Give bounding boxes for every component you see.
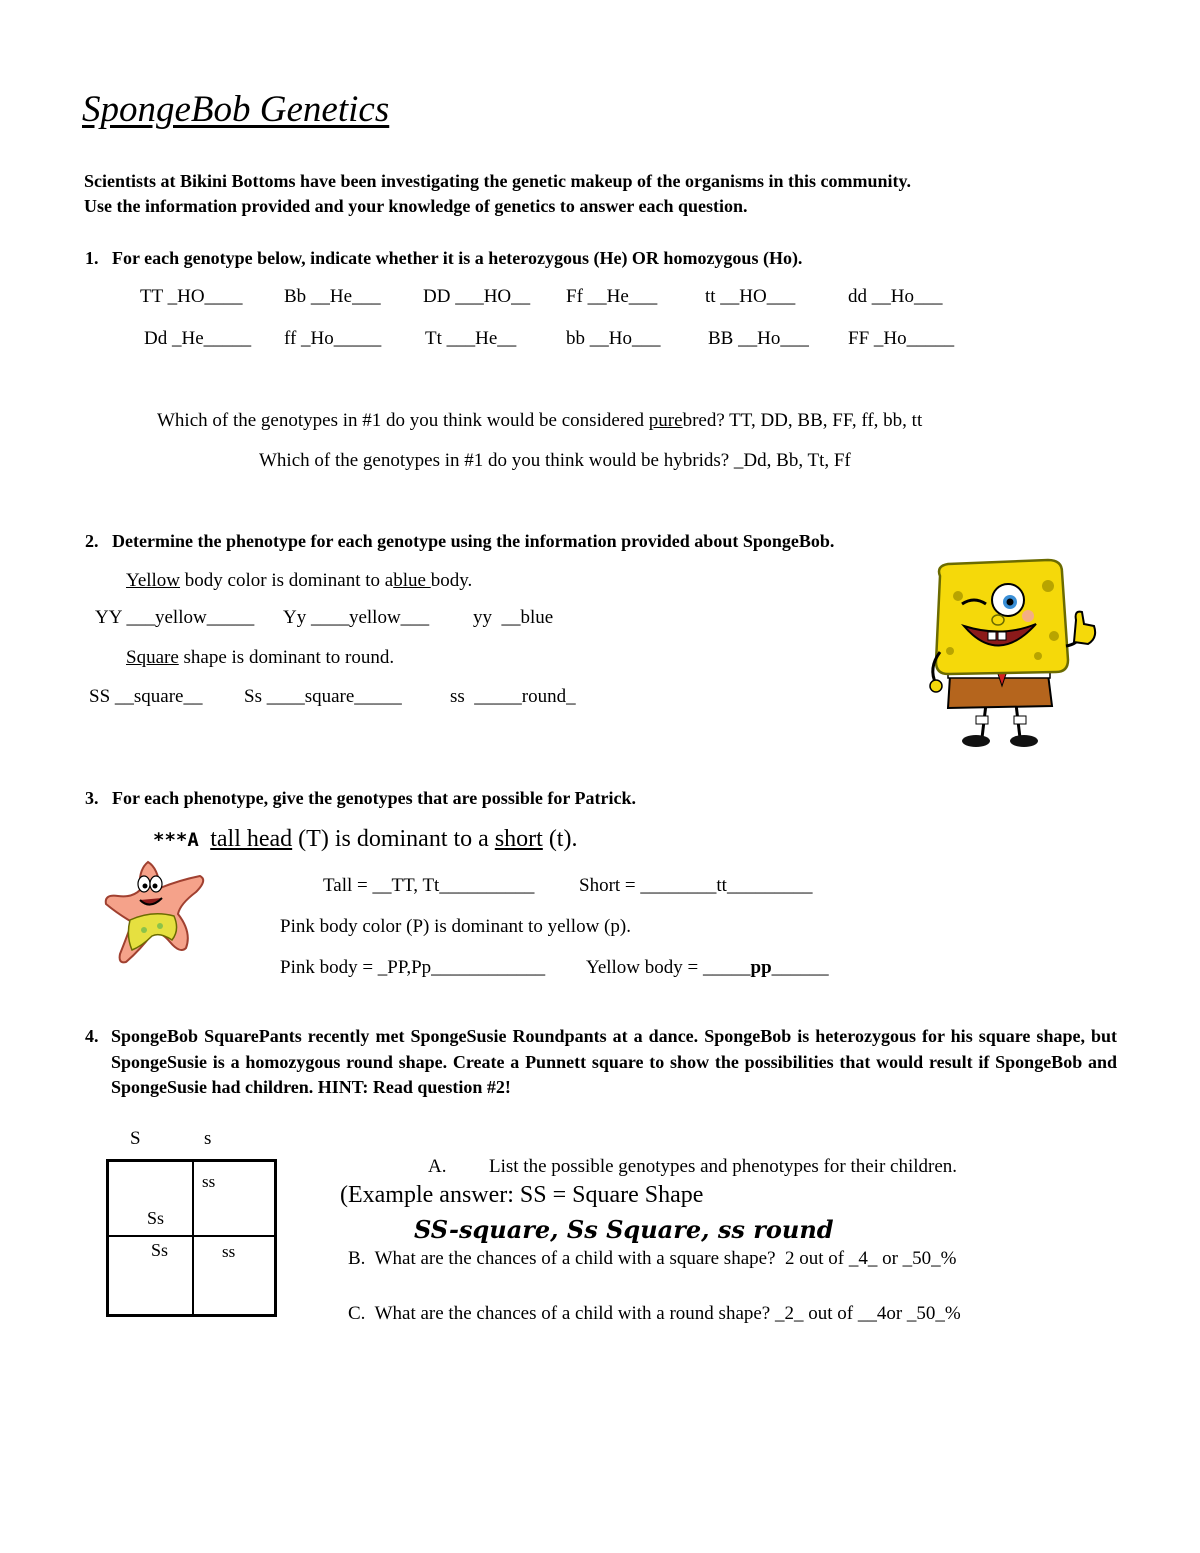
punnett-cell: Ss (147, 1208, 165, 1228)
part-a-label: A. (428, 1156, 447, 1177)
page-title: SpongeBob Genetics (82, 89, 390, 130)
intro-line-1: Scientists at Bikini Bottoms have been investigating the genetic makeup of the organisms in this community. (84, 171, 912, 191)
purebred-question: Which of the genotypes in #1 do you think would be considered purebred? TT, DD, BB, FF, ff, bb, tt (157, 410, 923, 431)
q1-answer: Tt ___He__ (425, 328, 517, 349)
shape-answer: ss _____round_ (450, 686, 576, 707)
intro-line-2: Use the information provided and your knowledge of genetics to answer each question. (84, 196, 748, 216)
spongebob-illustration (928, 556, 1098, 751)
punnett-col-header: S (130, 1128, 141, 1149)
yellow-answer: Yellow body = _____pp______ (586, 957, 829, 978)
q1-answer: BB __Ho___ (708, 328, 809, 349)
q1-answer: DD ___HO__ (423, 286, 531, 307)
short-answer: Short = ________tt_________ (579, 875, 813, 896)
punnett-square (106, 1159, 277, 1317)
tall-answer: Tall = __TT, Tt__________ (323, 875, 535, 896)
q1-answer: Ff __He___ (566, 286, 658, 307)
punnett-col-header: s (204, 1128, 212, 1149)
q4-number: 4. (85, 1026, 99, 1046)
part-c: C. What are the chances of a child with a round shape? _2_ out of __4or _50_% (348, 1303, 961, 1324)
shape-rule: Square shape is dominant to round. (126, 647, 395, 668)
genotype-answer: SS-square, Ss Square, ss round (414, 1215, 834, 1244)
color-rule: Yellow body color is dominant to ablue body. (126, 570, 473, 591)
q3-prompt: For each phenotype, give the genotypes that are possible for Patrick. (112, 788, 636, 808)
q3-number: 3. (85, 788, 99, 808)
q1-answer: ff _Ho_____ (284, 328, 382, 349)
q4-prompt: SpongeBob SquarePants recently met SpongeSusie Roundpants at a dance. SpongeBob is heterozygous for his square shape, but SpongeSusie is a homozygous round shape. Create a Punnett square to show the possibilities that would result if SpongeBob and SpongeSusie had children. HINT: Read question #2! (111, 1026, 1117, 1097)
color-answer: yy __blue (473, 607, 554, 628)
hybrids-question: Which of the genotypes in #1 do you think would be hybrids? _Dd, Bb, Tt, Ff (259, 450, 851, 471)
q1-prompt: For each genotype below, indicate whether it is a heterozygous (He) OR homozygous (Ho). (112, 248, 803, 268)
shape-answer: SS __square__ (89, 686, 203, 707)
q1-answer: tt __HO___ (705, 286, 796, 307)
punnett-divider (192, 1162, 194, 1314)
q1-number: 1. (85, 248, 99, 268)
q1-answer: Bb __He___ (284, 286, 381, 307)
part-b: B. What are the chances of a child with a square shape? 2 out of _4_ or _50_% (348, 1248, 957, 1269)
punnett-divider (109, 1235, 274, 1237)
q4-block (85, 1024, 1117, 1101)
q1-answer: dd __Ho___ (848, 286, 943, 307)
q1-answer: Dd _He_____ (144, 328, 252, 349)
punnett-cell: ss (222, 1242, 236, 1261)
q2-number: 2. (85, 531, 99, 551)
punnett-cell: ss (202, 1172, 216, 1191)
q2-prompt: Determine the phenotype for each genotype using the information provided about SpongeBob. (112, 531, 835, 551)
color-answer: Yy ____yellow___ (283, 607, 430, 628)
height-rule: ***A tall head (T) is dominant to a short (t). (153, 826, 578, 852)
patrick-illustration (100, 858, 215, 968)
pink-rule: Pink body color (P) is dominant to yellow (p). (280, 916, 631, 937)
q1-answer: bb __Ho___ (566, 328, 661, 349)
pink-answer: Pink body = _PP,Pp____________ (280, 957, 546, 978)
color-answer: YY ___yellow_____ (95, 607, 255, 628)
q1-answer: TT _HO____ (140, 286, 243, 307)
q1-answer: FF _Ho_____ (848, 328, 955, 349)
example-answer: (Example answer: SS = Square Shape (340, 1182, 704, 1208)
shape-answer: Ss ____square_____ (244, 686, 402, 707)
part-a-text: List the possible genotypes and phenotypes for their children. (489, 1156, 958, 1177)
punnett-cell: Ss (151, 1240, 169, 1260)
